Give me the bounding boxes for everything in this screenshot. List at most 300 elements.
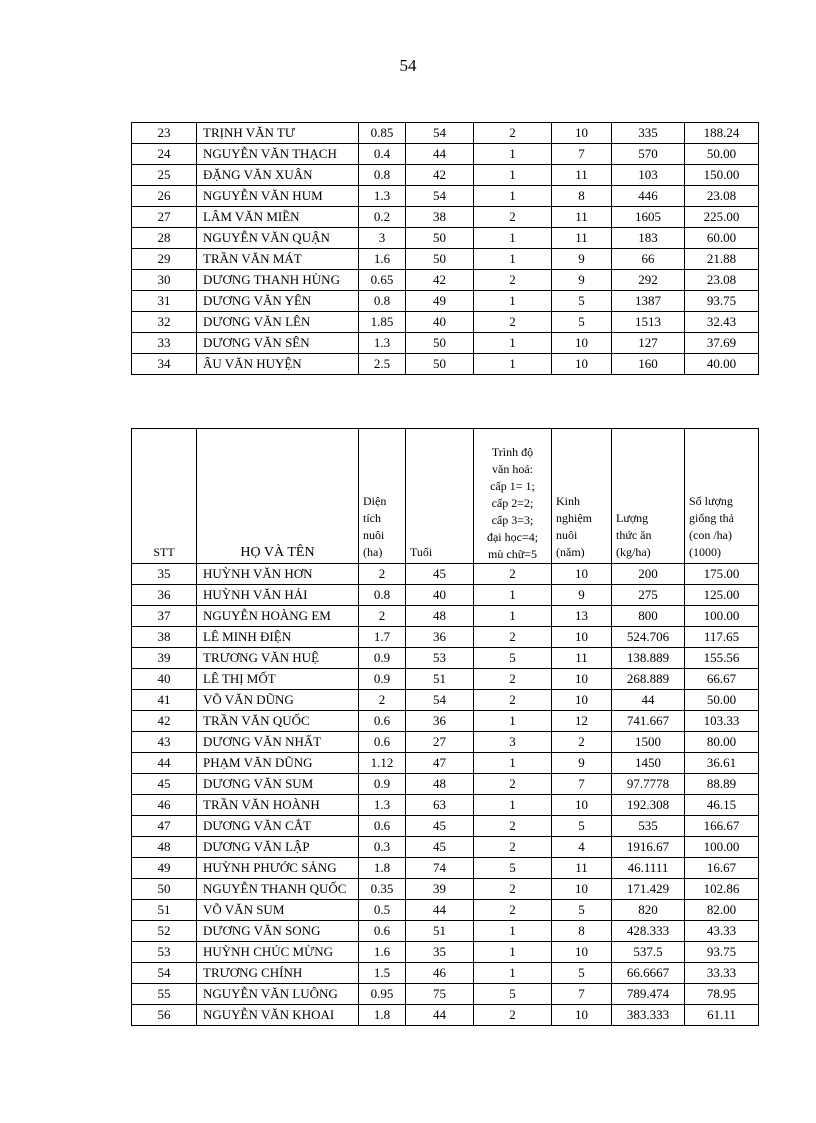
cell-name: TRỊNH VĂN TƯ — [197, 123, 359, 144]
cell-name: TRẦN VĂN QUỐC — [197, 711, 359, 732]
cell-education: 2 — [474, 900, 552, 921]
cell-age: 36 — [406, 711, 474, 732]
cell-seed: 88.89 — [685, 774, 759, 795]
cell-feed: 183 — [612, 228, 685, 249]
cell-education: 2 — [474, 207, 552, 228]
cell-age: 46 — [406, 963, 474, 984]
cell-name: NGUYỄN THANH QUỐC — [197, 879, 359, 900]
cell-seed: 100.00 — [685, 606, 759, 627]
cell-feed: 1387 — [612, 291, 685, 312]
cell-age: 44 — [406, 900, 474, 921]
cell-seed: 155.56 — [685, 648, 759, 669]
table-row — [132, 270, 759, 291]
table-row — [132, 879, 759, 900]
cell-experience: 9 — [552, 270, 612, 291]
table-row — [132, 207, 759, 228]
header-line: giống thả — [689, 511, 734, 525]
cell-name: TRƯƠNG CHÍNH — [197, 963, 359, 984]
cell-stt: 33 — [132, 333, 197, 354]
cell-seed: 50.00 — [685, 144, 759, 165]
cell-feed: 138.889 — [612, 648, 685, 669]
cell-area: 0.5 — [359, 900, 406, 921]
cell-feed: 800 — [612, 606, 685, 627]
cell-experience: 7 — [552, 774, 612, 795]
table-row — [132, 585, 759, 606]
cell-education: 2 — [474, 312, 552, 333]
cell-area: 0.9 — [359, 774, 406, 795]
table-row — [132, 627, 759, 648]
cell-stt: 30 — [132, 270, 197, 291]
cell-stt: 41 — [132, 690, 197, 711]
cell-age: 44 — [406, 144, 474, 165]
cell-stt: 49 — [132, 858, 197, 879]
header-seed — [685, 429, 759, 564]
table-row — [132, 837, 759, 858]
cell-name: DƯƠNG VĂN SONG — [197, 921, 359, 942]
cell-area: 1.8 — [359, 1005, 406, 1026]
cell-age: 35 — [406, 942, 474, 963]
cell-stt: 35 — [132, 564, 197, 585]
cell-area: 0.85 — [359, 123, 406, 144]
cell-education: 1 — [474, 249, 552, 270]
cell-area: 0.8 — [359, 585, 406, 606]
cell-area: 0.6 — [359, 732, 406, 753]
cell-age: 40 — [406, 585, 474, 606]
cell-experience: 10 — [552, 879, 612, 900]
cell-experience: 9 — [552, 585, 612, 606]
cell-seed: 23.08 — [685, 186, 759, 207]
cell-age: 45 — [406, 816, 474, 837]
cell-age: 42 — [406, 165, 474, 186]
cell-name: VÕ VĂN SUM — [197, 900, 359, 921]
cell-education: 2 — [474, 564, 552, 585]
table-row — [132, 228, 759, 249]
cell-age: 49 — [406, 291, 474, 312]
cell-education: 2 — [474, 669, 552, 690]
cell-area: 1.6 — [359, 249, 406, 270]
cell-experience: 5 — [552, 900, 612, 921]
table-bottom-body — [132, 564, 759, 1026]
table-row — [132, 564, 759, 585]
cell-age: 51 — [406, 669, 474, 690]
cell-seed: 33.33 — [685, 963, 759, 984]
cell-name: TRẦN VĂN MÁT — [197, 249, 359, 270]
cell-seed: 60.00 — [685, 228, 759, 249]
cell-name: LÊ MINH ĐIỆN — [197, 627, 359, 648]
cell-stt: 51 — [132, 900, 197, 921]
cell-name: DƯƠNG VĂN LẬP — [197, 837, 359, 858]
cell-experience: 4 — [552, 837, 612, 858]
cell-area: 0.35 — [359, 879, 406, 900]
cell-experience: 5 — [552, 291, 612, 312]
table-row — [132, 165, 759, 186]
cell-feed: 1513 — [612, 312, 685, 333]
cell-name: TRẦN VĂN HOÀNH — [197, 795, 359, 816]
farmer-table-continued — [131, 122, 759, 375]
cell-feed: 537.5 — [612, 942, 685, 963]
table-row — [132, 900, 759, 921]
cell-name: ĐẶNG VĂN XUÂN — [197, 165, 359, 186]
header-line: tích — [363, 511, 381, 525]
table-row — [132, 333, 759, 354]
cell-education: 5 — [474, 648, 552, 669]
table-row — [132, 711, 759, 732]
cell-feed: 66 — [612, 249, 685, 270]
cell-experience: 10 — [552, 942, 612, 963]
header-age: Tuổi — [406, 429, 474, 564]
cell-education: 2 — [474, 123, 552, 144]
cell-seed: 50.00 — [685, 690, 759, 711]
table-row — [132, 606, 759, 627]
cell-feed: 335 — [612, 123, 685, 144]
cell-area: 1.8 — [359, 858, 406, 879]
cell-experience: 10 — [552, 690, 612, 711]
cell-seed: 40.00 — [685, 354, 759, 375]
cell-area: 1.85 — [359, 312, 406, 333]
cell-age: 38 — [406, 207, 474, 228]
cell-feed: 383.333 — [612, 1005, 685, 1026]
cell-area: 1.6 — [359, 942, 406, 963]
cell-education: 2 — [474, 816, 552, 837]
cell-seed: 66.67 — [685, 669, 759, 690]
cell-seed: 166.67 — [685, 816, 759, 837]
cell-stt: 39 — [132, 648, 197, 669]
header-line: Diện — [363, 494, 387, 508]
cell-experience: 13 — [552, 606, 612, 627]
cell-area: 0.2 — [359, 207, 406, 228]
cell-age: 44 — [406, 1005, 474, 1026]
cell-stt: 40 — [132, 669, 197, 690]
cell-area: 1.7 — [359, 627, 406, 648]
cell-feed: 268.889 — [612, 669, 685, 690]
cell-stt: 56 — [132, 1005, 197, 1026]
table-row — [132, 1005, 759, 1026]
cell-name: HUỲNH VĂN HƠN — [197, 564, 359, 585]
cell-stt: 54 — [132, 963, 197, 984]
header-line: (1000) — [689, 545, 721, 559]
header-experience — [552, 429, 612, 564]
cell-education: 5 — [474, 858, 552, 879]
cell-stt: 48 — [132, 837, 197, 858]
cell-seed: 61.11 — [685, 1005, 759, 1026]
cell-experience: 2 — [552, 732, 612, 753]
cell-education: 1 — [474, 144, 552, 165]
cell-age: 40 — [406, 312, 474, 333]
header-line: Trình độ — [491, 445, 534, 459]
cell-feed: 1916.67 — [612, 837, 685, 858]
cell-feed: 160 — [612, 354, 685, 375]
cell-name: DƯƠNG VĂN LÊN — [197, 312, 359, 333]
header-line: đại học=4; — [486, 530, 539, 544]
table-row — [132, 732, 759, 753]
cell-feed: 570 — [612, 144, 685, 165]
cell-age: 47 — [406, 753, 474, 774]
cell-feed: 275 — [612, 585, 685, 606]
cell-age: 27 — [406, 732, 474, 753]
cell-seed: 102.86 — [685, 879, 759, 900]
header-line: cấp 2=2; — [491, 496, 534, 510]
cell-area: 0.65 — [359, 270, 406, 291]
cell-age: 63 — [406, 795, 474, 816]
cell-feed: 127 — [612, 333, 685, 354]
cell-experience: 11 — [552, 228, 612, 249]
cell-feed: 1605 — [612, 207, 685, 228]
cell-education: 1 — [474, 585, 552, 606]
cell-feed: 741.667 — [612, 711, 685, 732]
cell-age: 54 — [406, 690, 474, 711]
cell-education: 1 — [474, 165, 552, 186]
cell-experience: 11 — [552, 648, 612, 669]
cell-stt: 28 — [132, 228, 197, 249]
cell-feed: 820 — [612, 900, 685, 921]
cell-education: 2 — [474, 627, 552, 648]
cell-seed: 23.08 — [685, 270, 759, 291]
table-row — [132, 774, 759, 795]
table-row — [132, 144, 759, 165]
cell-experience: 10 — [552, 669, 612, 690]
cell-stt: 29 — [132, 249, 197, 270]
cell-age: 48 — [406, 606, 474, 627]
cell-stt: 44 — [132, 753, 197, 774]
cell-experience: 11 — [552, 207, 612, 228]
farmer-table — [131, 428, 759, 1026]
cell-experience: 10 — [552, 795, 612, 816]
cell-seed: 43.33 — [685, 921, 759, 942]
cell-stt: 46 — [132, 795, 197, 816]
cell-age: 50 — [406, 228, 474, 249]
cell-seed: 46.15 — [685, 795, 759, 816]
cell-feed: 789.474 — [612, 984, 685, 1005]
header-area — [359, 429, 406, 564]
table-row — [132, 795, 759, 816]
header-line: mù chữ=5 — [488, 547, 537, 561]
cell-seed: 100.00 — [685, 837, 759, 858]
cell-stt: 55 — [132, 984, 197, 1005]
cell-feed: 428.333 — [612, 921, 685, 942]
cell-seed: 78.95 — [685, 984, 759, 1005]
cell-seed: 32.43 — [685, 312, 759, 333]
cell-name: NGUYỄN HOÀNG EM — [197, 606, 359, 627]
cell-stt: 42 — [132, 711, 197, 732]
cell-feed: 97.7778 — [612, 774, 685, 795]
cell-stt: 32 — [132, 312, 197, 333]
header-line: cấp 1= 1; — [490, 479, 535, 493]
header-line: nuôi — [363, 528, 385, 542]
table-row — [132, 123, 759, 144]
cell-seed: 125.00 — [685, 585, 759, 606]
cell-education: 2 — [474, 774, 552, 795]
cell-name: TRƯƠNG VĂN HUỆ — [197, 648, 359, 669]
header-line: văn hoá: — [492, 462, 533, 476]
cell-experience: 7 — [552, 144, 612, 165]
cell-stt: 36 — [132, 585, 197, 606]
cell-seed: 21.88 — [685, 249, 759, 270]
cell-experience: 10 — [552, 354, 612, 375]
cell-area: 1.12 — [359, 753, 406, 774]
header-name: HỌ VÀ TÊN — [197, 429, 359, 564]
cell-seed: 150.00 — [685, 165, 759, 186]
cell-experience: 11 — [552, 165, 612, 186]
cell-stt: 37 — [132, 606, 197, 627]
cell-experience: 9 — [552, 753, 612, 774]
header-line: (kg/ha) — [616, 545, 651, 559]
cell-experience: 5 — [552, 816, 612, 837]
cell-area: 1.3 — [359, 795, 406, 816]
cell-area: 1.5 — [359, 963, 406, 984]
cell-area: 2 — [359, 606, 406, 627]
cell-name: DƯƠNG VĂN SUM — [197, 774, 359, 795]
cell-stt: 34 — [132, 354, 197, 375]
table-row — [132, 186, 759, 207]
table-top-body — [132, 123, 759, 375]
table-header-row — [132, 429, 759, 564]
cell-stt: 25 — [132, 165, 197, 186]
cell-education: 1 — [474, 228, 552, 249]
table-row — [132, 963, 759, 984]
cell-education: 1 — [474, 186, 552, 207]
cell-experience: 10 — [552, 564, 612, 585]
cell-name: NGUYỄN VĂN KHOAI — [197, 1005, 359, 1026]
table-row — [132, 690, 759, 711]
cell-area: 0.9 — [359, 669, 406, 690]
table-row — [132, 648, 759, 669]
header-line: nuôi — [556, 528, 578, 542]
header-education — [474, 429, 552, 564]
cell-name: PHẠM VĂN DŨNG — [197, 753, 359, 774]
cell-education: 2 — [474, 879, 552, 900]
cell-age: 42 — [406, 270, 474, 291]
cell-age: 51 — [406, 921, 474, 942]
cell-education: 3 — [474, 732, 552, 753]
header-line: Lượng — [616, 511, 649, 525]
header-line: (năm) — [556, 545, 585, 559]
cell-education: 2 — [474, 1005, 552, 1026]
table-row — [132, 921, 759, 942]
cell-experience: 8 — [552, 921, 612, 942]
header-feed — [612, 429, 685, 564]
cell-area: 1.3 — [359, 333, 406, 354]
cell-feed: 46.1111 — [612, 858, 685, 879]
cell-seed: 93.75 — [685, 291, 759, 312]
table-row — [132, 753, 759, 774]
cell-age: 50 — [406, 333, 474, 354]
cell-stt: 53 — [132, 942, 197, 963]
header-line: Số lượng — [689, 494, 733, 508]
cell-seed: 175.00 — [685, 564, 759, 585]
cell-education: 1 — [474, 942, 552, 963]
cell-stt: 45 — [132, 774, 197, 795]
cell-area: 0.3 — [359, 837, 406, 858]
cell-education: 1 — [474, 354, 552, 375]
header-line: cấp 3=3; — [491, 513, 534, 527]
cell-feed: 66.6667 — [612, 963, 685, 984]
cell-stt: 52 — [132, 921, 197, 942]
cell-education: 2 — [474, 270, 552, 291]
cell-stt: 24 — [132, 144, 197, 165]
cell-age: 54 — [406, 186, 474, 207]
cell-stt: 26 — [132, 186, 197, 207]
cell-experience: 10 — [552, 333, 612, 354]
cell-stt: 27 — [132, 207, 197, 228]
header-line: (ha) — [363, 545, 383, 559]
table-row — [132, 942, 759, 963]
cell-seed: 103.33 — [685, 711, 759, 732]
cell-experience: 11 — [552, 858, 612, 879]
cell-seed: 225.00 — [685, 207, 759, 228]
cell-area: 1.3 — [359, 186, 406, 207]
cell-experience: 12 — [552, 711, 612, 732]
cell-experience: 7 — [552, 984, 612, 1005]
header-line: thức ăn — [616, 528, 652, 542]
cell-name: NGUYỄN VĂN THẠCH — [197, 144, 359, 165]
cell-name: NGUYỄN VĂN QUẬN — [197, 228, 359, 249]
cell-education: 1 — [474, 333, 552, 354]
cell-age: 45 — [406, 564, 474, 585]
cell-age: 39 — [406, 879, 474, 900]
cell-name: DƯƠNG VĂN SÊN — [197, 333, 359, 354]
cell-education: 1 — [474, 753, 552, 774]
cell-area: 0.6 — [359, 711, 406, 732]
cell-age: 75 — [406, 984, 474, 1005]
cell-education: 1 — [474, 795, 552, 816]
cell-experience: 9 — [552, 249, 612, 270]
header-line: nghiệm — [556, 511, 592, 525]
cell-area: 0.6 — [359, 816, 406, 837]
cell-education: 1 — [474, 963, 552, 984]
cell-education: 1 — [474, 921, 552, 942]
cell-stt: 43 — [132, 732, 197, 753]
cell-education: 1 — [474, 606, 552, 627]
cell-seed: 188.24 — [685, 123, 759, 144]
cell-experience: 10 — [552, 1005, 612, 1026]
cell-experience: 5 — [552, 312, 612, 333]
cell-experience: 10 — [552, 627, 612, 648]
cell-education: 1 — [474, 291, 552, 312]
cell-area: 0.8 — [359, 291, 406, 312]
cell-name: DƯƠNG VĂN YÊN — [197, 291, 359, 312]
cell-stt: 23 — [132, 123, 197, 144]
cell-stt: 50 — [132, 879, 197, 900]
cell-name: LÊ THỊ MỐT — [197, 669, 359, 690]
cell-area: 0.9 — [359, 648, 406, 669]
cell-age: 36 — [406, 627, 474, 648]
cell-stt: 38 — [132, 627, 197, 648]
cell-age: 48 — [406, 774, 474, 795]
table-row — [132, 816, 759, 837]
table-row — [132, 291, 759, 312]
cell-area: 2 — [359, 690, 406, 711]
cell-age: 50 — [406, 249, 474, 270]
cell-stt: 47 — [132, 816, 197, 837]
header-line: (con /ha) — [689, 528, 732, 542]
cell-name: HUỲNH PHƯỚC SẢNG — [197, 858, 359, 879]
cell-age: 53 — [406, 648, 474, 669]
cell-age: 54 — [406, 123, 474, 144]
cell-area: 3 — [359, 228, 406, 249]
cell-area: 2 — [359, 564, 406, 585]
cell-experience: 5 — [552, 963, 612, 984]
cell-age: 45 — [406, 837, 474, 858]
cell-area: 0.95 — [359, 984, 406, 1005]
cell-name: HUỲNH CHÚC MỪNG — [197, 942, 359, 963]
cell-feed: 200 — [612, 564, 685, 585]
cell-name: NGUYỄN VĂN LUÔNG — [197, 984, 359, 1005]
cell-feed: 192.308 — [612, 795, 685, 816]
cell-seed: 36.61 — [685, 753, 759, 774]
cell-education: 2 — [474, 837, 552, 858]
cell-feed: 524.706 — [612, 627, 685, 648]
cell-area: 0.4 — [359, 144, 406, 165]
